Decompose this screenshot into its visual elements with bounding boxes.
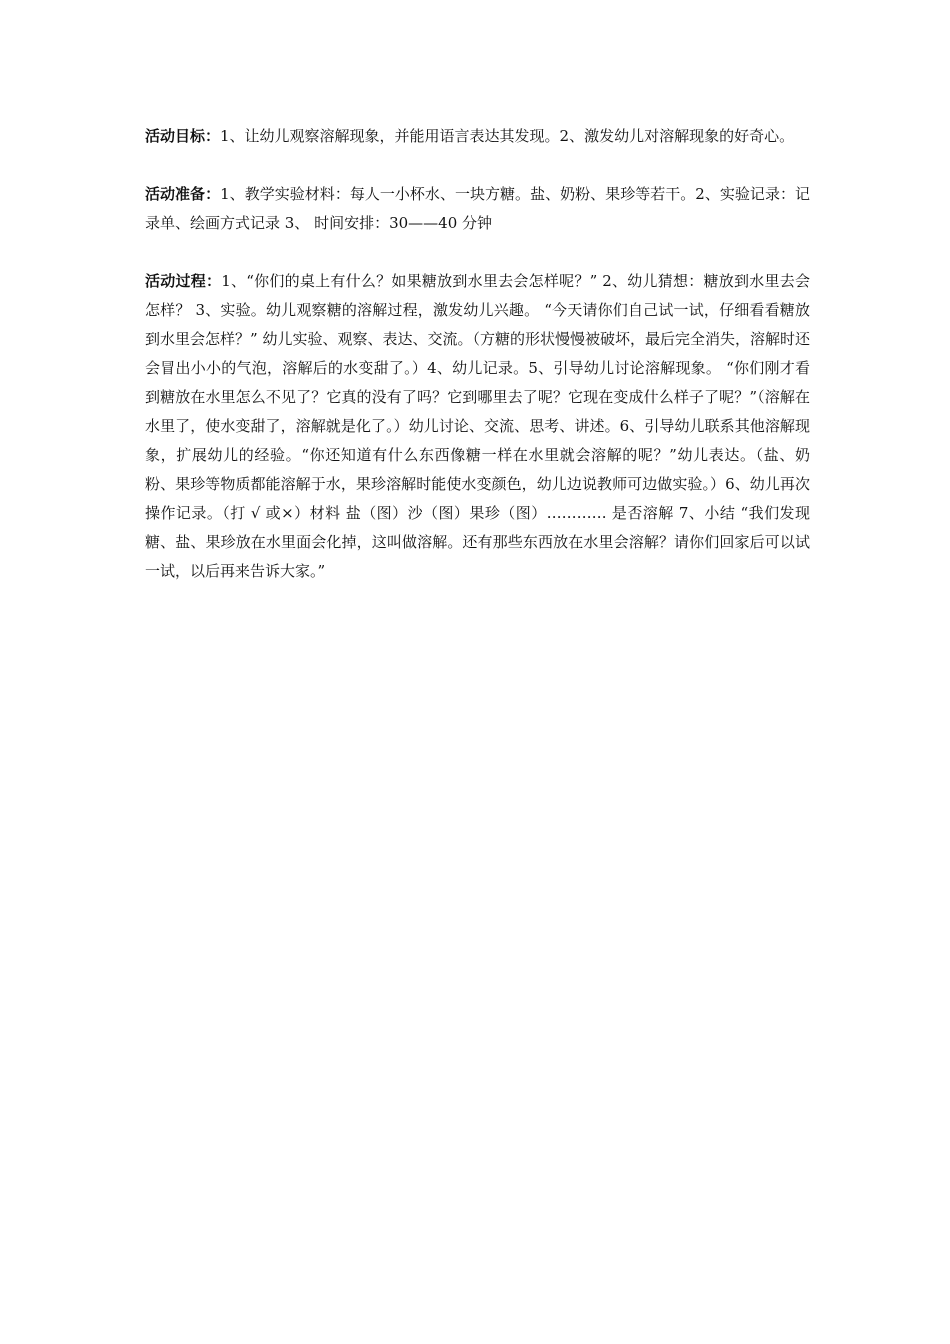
section-label: 活动目标： xyxy=(145,127,221,145)
section-activity-process xyxy=(145,267,810,586)
document-body xyxy=(145,122,810,615)
section-activity-goals xyxy=(145,122,810,151)
section-label: 活动过程： xyxy=(145,272,222,290)
section-activity-preparation xyxy=(145,180,810,238)
section-text: 1、“你们的桌上有什么？如果糖放到水里去会怎样呢？” 2、幼儿猜想：糖放到水里去会怎样？ 3、实验。幼儿观察糖的溶解过程，激发幼儿兴趣。 “今天请你们自己试一试，仔细看看糖放到水里会怎样？” 幼儿实验、观察、表达、交流。（方糖的形状慢慢被破坏，最后完全消失，溶解时还会冒出小小的气泡，溶解后的水变甜了。）4、幼儿记录。5、引导幼儿讨论溶解现象。 “你们刚才看到糖放在水里怎么不见了？它真的没有了吗？它到哪里去了呢？它现在变成什么样子了呢？”（溶解在水里了，使水变甜了，溶解就是化了。）幼儿讨论、交流、思考、讲述。6、引导幼儿联系其他溶解现象，扩展幼儿的经验。“你还知道有什么东西像糖一样在水里就会溶解的呢？”幼儿表达。（盐、奶粉、果珍等物质都能溶解于水，果珍溶解时能使水变颜色，幼儿边说教师可边做实验。）6、幼儿再次操作记录。（打 √ 或×）材料 盐（图）沙（图）果珍（图）………… 是否溶解 7、小结 “我们发现糖、盐、果珍放在水里面会化掉，这叫做溶解。还有那些东西放在水里会溶解？请你们回家后可以试一试，以后再来告诉大家。” xyxy=(145,272,810,580)
section-text: 1、教学实验材料：每人一小杯水、一块方糖。盐、奶粉、果珍等若干。2、实验记录：记录单、绘画方式记录 3、 时间安排：30——40 分钟 xyxy=(145,185,810,232)
section-text: 1、让幼儿观察溶解现象，并能用语言表达其发现。2、激发幼儿对溶解现象的好奇心。 xyxy=(220,127,795,145)
section-label: 活动准备： xyxy=(145,185,221,203)
